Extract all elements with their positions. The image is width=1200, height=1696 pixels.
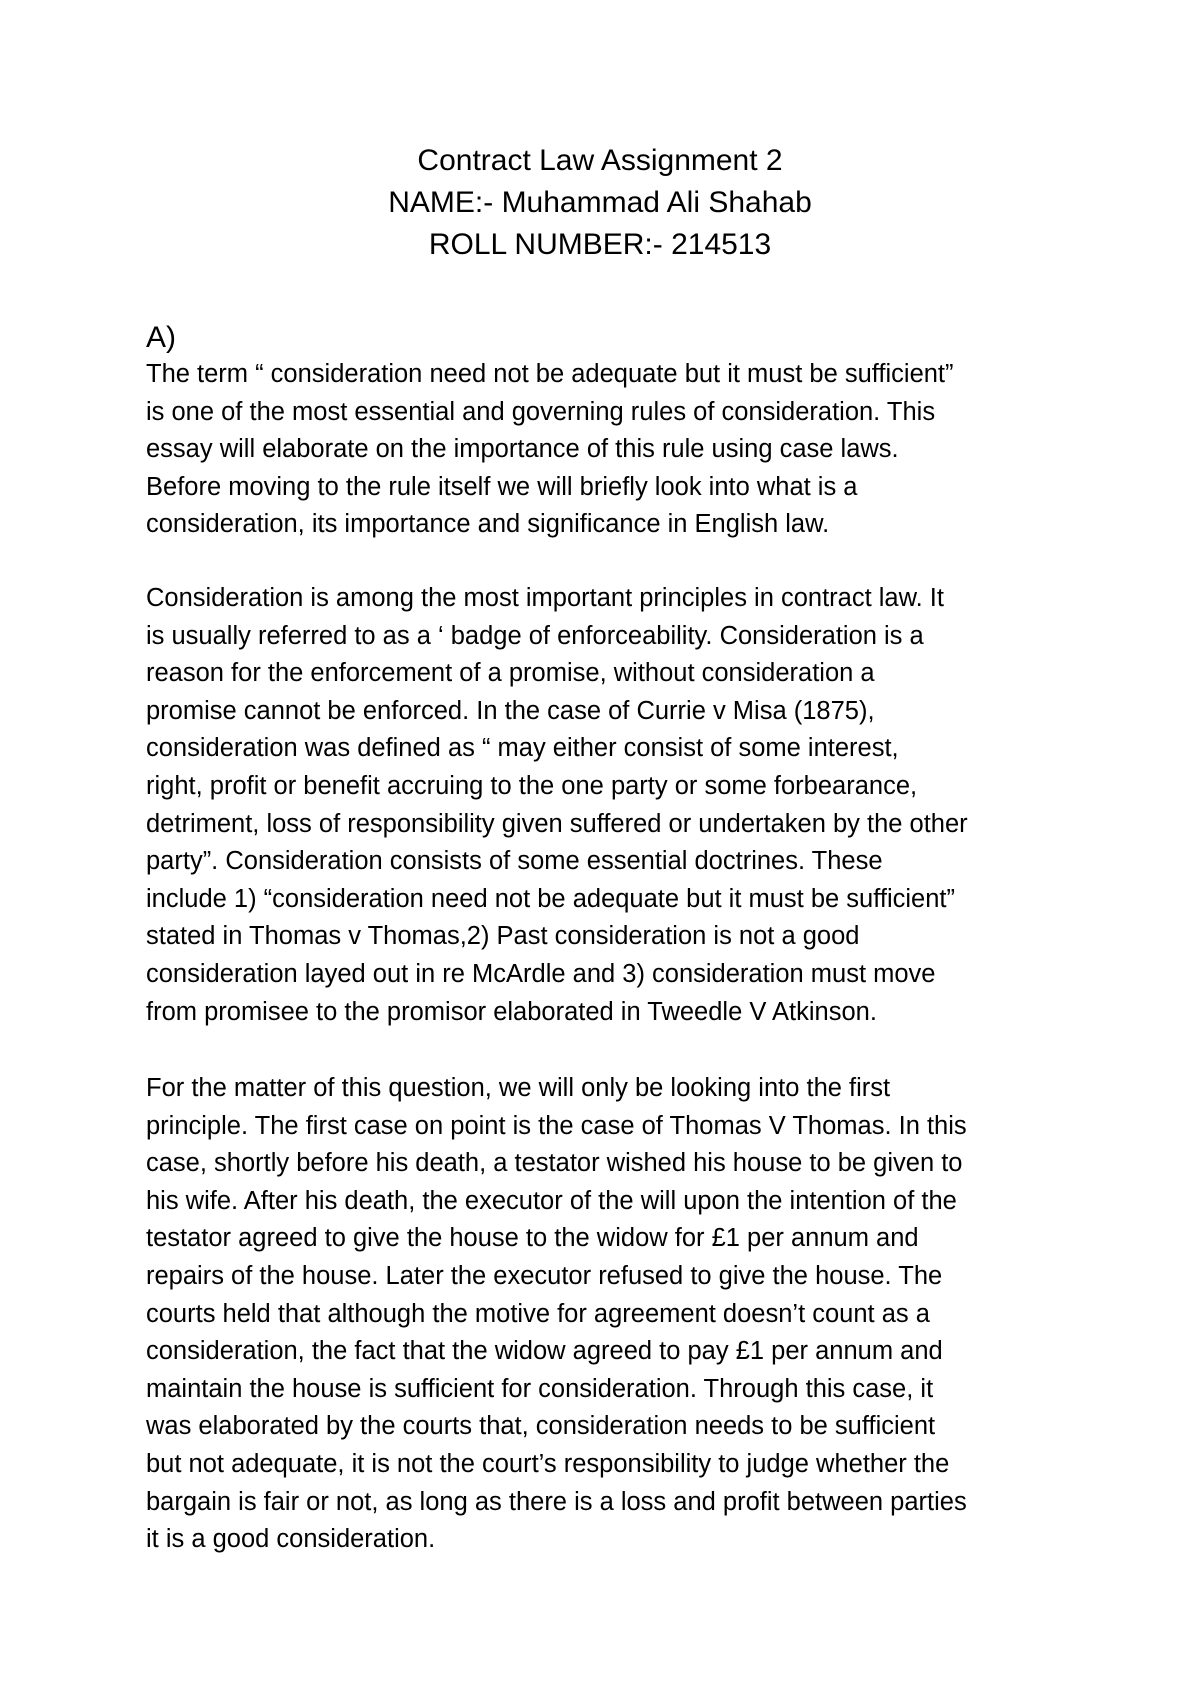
text-line: repairs of the house. Later the executor refused to give the house. The — [146, 1261, 943, 1290]
section-label-a: A) — [146, 321, 176, 354]
text-line: party”. Consideration consists of some essential doctrines. These — [146, 847, 883, 876]
text-line: his wife. After his death, the executor of the will upon the intention of the — [146, 1186, 957, 1215]
document-title: Contract Law Assignment 2 — [417, 144, 783, 177]
text-line: it is a good consideration. — [146, 1525, 436, 1554]
text-line: Consideration is among the most important principles in contract law. It — [146, 584, 944, 612]
text-line: reason for the enforcement of a promise, without consideration a — [146, 659, 875, 688]
text-line: bargain is fair or not, as long as there is a loss and profit between parties — [146, 1487, 967, 1516]
text-line: principle. The first case on point is the case of Thomas V Thomas. In this — [146, 1111, 967, 1140]
text-line: essay will elaborate on the importance of this rule using case laws. — [146, 435, 899, 464]
text-line: testator agreed to give the house to the widow for £1 per annum and — [146, 1224, 919, 1253]
text-line: is usually referred to as a ‘ badge of enforceability. Consideration is a — [146, 621, 924, 650]
text-line: but not adequate, it is not the court’s responsibility to judge whether the — [146, 1449, 950, 1478]
text-line: include 1) “consideration need not be adequate but it must be sufficient” — [146, 884, 955, 913]
text-line: consideration, the fact that the widow agreed to pay £1 per annum and — [146, 1337, 943, 1366]
paragraph-introduction — [146, 356, 1086, 544]
text-line: consideration was defined as “ may either consist of some interest, — [146, 734, 899, 763]
paragraph-thomas-v-thomas — [146, 1070, 1086, 1559]
text-line: is one of the most essential and governing rules of consideration. This — [146, 397, 936, 426]
text-line: Before moving to the rule itself we will briefly look into what is a — [146, 472, 858, 501]
roll-number: ROLL NUMBER:- 214513 — [428, 228, 772, 261]
text-line: was elaborated by the courts that, consideration needs to be sufficient — [146, 1412, 936, 1441]
text-line: courts held that although the motive for agreement doesn’t count as a — [146, 1299, 930, 1328]
student-name: NAME:- Muhammad Ali Shahab — [388, 186, 812, 219]
document-header — [0, 140, 1200, 266]
text-line: right, profit or benefit accruing to the one party or some forbearance, — [146, 771, 918, 800]
text-line: consideration layed out in re McArdle and 3) consideration must move — [146, 959, 936, 988]
text-line: The term “ consideration need not be adequate but it must be sufficient” — [146, 360, 954, 388]
text-line: promise cannot be enforced. In the case of Currie v Misa (1875), — [146, 696, 875, 725]
text-line: stated in Thomas v Thomas,2) Past consideration is not a good — [146, 922, 860, 951]
text-line: maintain the house is sufficient for consideration. Through this case, it — [146, 1374, 934, 1403]
text-line: from promisee to the promisor elaborated in Tweedle V Atkinson. — [146, 997, 877, 1026]
text-line: For the matter of this question, we will only be looking into the first — [146, 1074, 891, 1102]
paragraph-consideration-definition — [146, 580, 1086, 1031]
text-line: consideration, its importance and significance in English law. — [146, 510, 830, 539]
text-line: case, shortly before his death, a testator wished his house to be given to — [146, 1149, 963, 1178]
text-line: detriment, loss of responsibility given suffered or undertaken by the other — [146, 809, 968, 838]
